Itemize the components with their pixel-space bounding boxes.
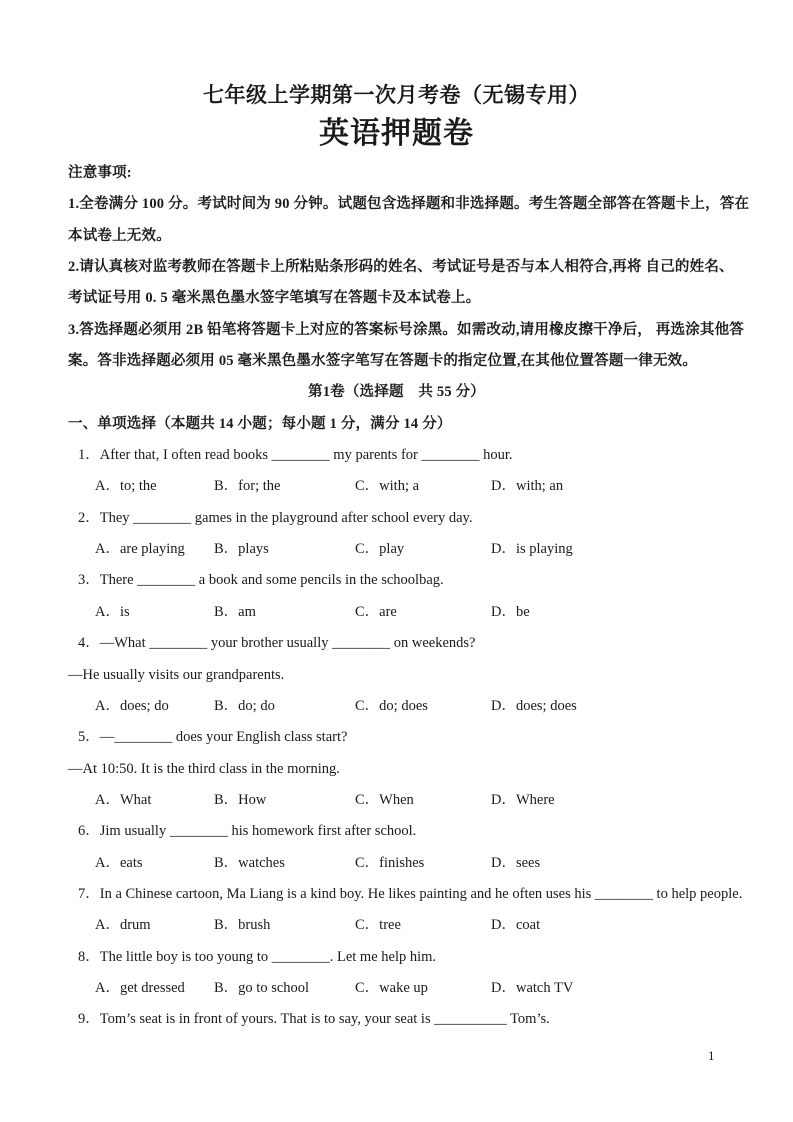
question-8-options xyxy=(68,973,725,1004)
exam-subtitle: 英语押题卷 xyxy=(319,117,474,150)
option-d: D．with; an xyxy=(491,478,564,495)
question-8 xyxy=(68,942,725,1005)
question-9 xyxy=(68,1004,725,1035)
option-a: A．eats xyxy=(95,854,143,871)
question-5-answer-line: —At 10:50. It is the third class in the morning. xyxy=(68,760,340,777)
question-6-options xyxy=(68,848,725,879)
option-c: C．play xyxy=(355,541,405,558)
option-c: C．finishes xyxy=(355,854,425,871)
option-b: B．brush xyxy=(214,917,271,934)
option-b: B．go to school xyxy=(214,979,310,996)
option-a: A．get dressed xyxy=(95,979,185,996)
question-1-stem: 1．After that, I often read books ________ my parents for ________ hour. xyxy=(78,447,513,464)
option-c: C．with; a xyxy=(355,478,420,495)
question-7-options xyxy=(68,910,725,941)
question-5-stem: 5．—________ does your English class start? xyxy=(78,729,348,746)
notice-line-3: 2.请认真核对监考教师在答题卡上所粘贴条形码的姓名、考试证号是否与本人相符合,再将 自己的姓名、 xyxy=(68,259,734,276)
option-a: A．is xyxy=(95,603,130,620)
notice-line-4: 考试证号用 0. 5 毫米黑色墨水签字笔填写在答题卡及本试卷上。 xyxy=(68,290,481,307)
question-4-stem: 4．—What ________ your brother usually ________ on weekends? xyxy=(78,635,476,652)
question-8-stem: 8．The little boy is too young to ________. Let me help him. xyxy=(78,948,437,965)
question-4-answer-line: —He usually visits our grandparents. xyxy=(68,666,285,683)
option-d: D．sees xyxy=(491,854,541,871)
option-d: D．is playing xyxy=(491,541,573,558)
exam-body xyxy=(0,158,793,1036)
option-b: B．watches xyxy=(214,854,285,871)
question-3-stem: 3．There ________ a book and some pencils in the schoolbag. xyxy=(78,572,444,589)
option-d: D．Where xyxy=(491,791,555,808)
option-a: A．does; do xyxy=(95,697,169,714)
question-3 xyxy=(68,565,725,628)
question-4 xyxy=(68,628,725,722)
exam-title: 七年级上学期第一次月考卷（无锡专用） xyxy=(203,83,590,107)
question-2-stem: 2．They ________ games in the playground after school every day. xyxy=(78,509,473,526)
option-b: B．How xyxy=(214,791,267,808)
question-1-options xyxy=(68,471,725,502)
question-2-options xyxy=(68,534,725,565)
option-d: D．coat xyxy=(491,917,541,934)
notice-heading: 注意事项: xyxy=(68,165,132,181)
question-6 xyxy=(68,816,725,879)
option-c: C．do; does xyxy=(355,697,428,714)
option-a: A．What xyxy=(95,791,152,808)
option-b: B．plays xyxy=(214,541,269,558)
question-9-stem: 9．Tom’s seat is in front of yours. That is to say, your seat is __________ Tom’s. xyxy=(78,1011,550,1028)
option-c: C．When xyxy=(355,791,414,808)
question-2 xyxy=(68,503,725,566)
question-6-stem: 6．Jim usually ________ his homework first after school. xyxy=(78,823,417,840)
option-b: B．do; do xyxy=(214,697,275,714)
option-d: D．does; does xyxy=(491,697,577,714)
option-b: B．am xyxy=(214,603,256,620)
question-1 xyxy=(68,440,725,503)
question-4-options xyxy=(68,691,725,722)
page-number: 1 xyxy=(708,1048,715,1063)
option-c: C．are xyxy=(355,603,397,620)
question-5-options xyxy=(68,785,725,816)
notice-line-5: 3.答选择题必须用 2B 铅笔将答题卡上对应的答案标号涂黑。如需改动,请用橡皮擦干净后， 再选涂其他答 xyxy=(68,321,744,338)
option-a: A．drum xyxy=(95,917,151,934)
question-3-options xyxy=(68,597,725,628)
question-7-stem: 7．In a Chinese cartoon, Ma Liang is a kind boy. He likes painting and he often uses his ________ to help people. xyxy=(78,885,743,902)
question-5 xyxy=(68,722,725,816)
option-b: B．for; the xyxy=(214,478,281,495)
option-d: D．be xyxy=(491,603,530,620)
option-c: C．wake up xyxy=(355,979,428,996)
notice-line-1: 1.全卷满分 100 分。考试时间为 90 分钟。试题包含选择题和非选择题。考生答题全部答在答题卡上，答在 xyxy=(68,196,750,213)
notice-line-6: 案。答非选择题必须用 05 毫米黑色墨水签字笔写在答题卡的指定位置,在其他位置答题一律无效。 xyxy=(68,353,698,370)
notice-line-2: 本试卷上无效。 xyxy=(68,227,171,244)
question-7 xyxy=(68,879,743,942)
part1-heading: 第1卷（选择题 共 55 分） xyxy=(308,384,485,401)
option-c: C．tree xyxy=(355,917,401,934)
section1-heading: 一、单项选择（本题共 14 小题；每小题 1 分，满分 14 分） xyxy=(68,415,452,432)
option-a: A．are playing xyxy=(95,541,185,558)
option-a: A．to; the xyxy=(95,478,157,495)
option-d: D．watch TV xyxy=(491,979,574,996)
